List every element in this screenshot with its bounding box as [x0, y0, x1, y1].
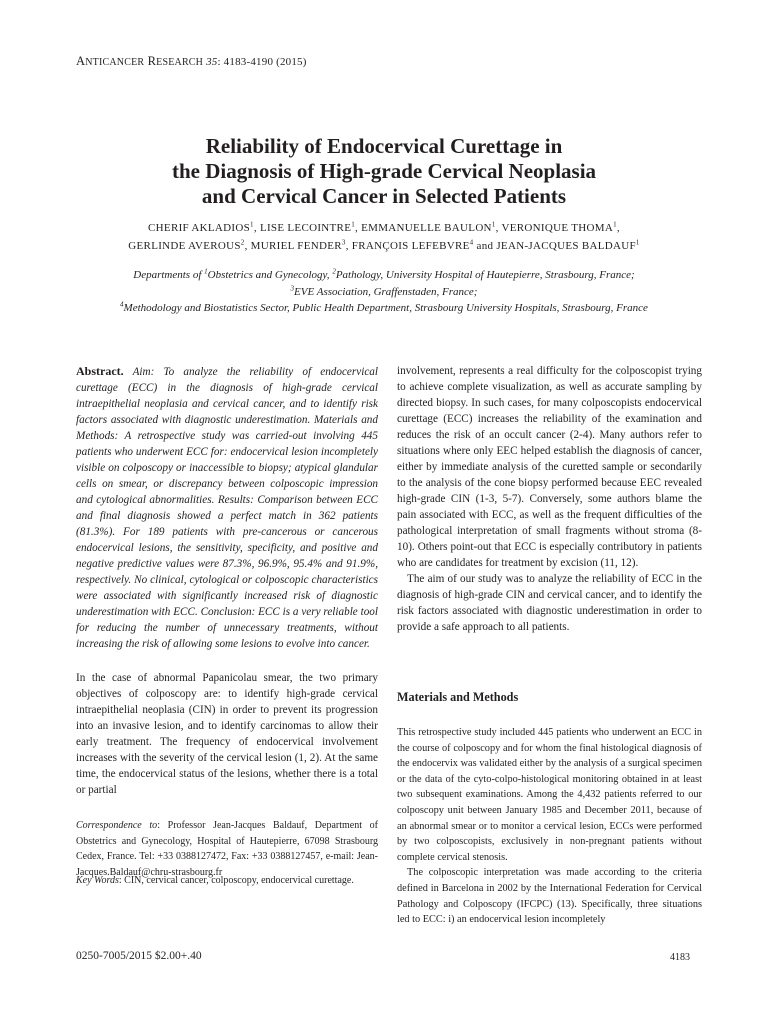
author-affil-mark: 1 — [351, 220, 356, 229]
author-name: CHERIF AKLADIOS — [148, 222, 251, 234]
abstract — [76, 363, 378, 652]
paragraph: involvement, represents a real difficulty for the colposcopist trying to achieve complete visualization, as well as accurate sampling by directed biopsy. In such cases, for many colposcopists endocervical curettage (ECC) increases the reliability of the examination and reduces the risk of an occult cancer (2-4). Many authors refer to situations where only EEC helped establish the diagnosis of cancer, either by immediate analysis of the curetted sample or secondarily to the analysis of the cone biopsy performed because EEC revealed high-grade CIN (1-3, 5-7). Conversely, some authors blame the pain associated with ECC, as well as the frequent difficulties of the pathological interpretation of small fragments without stroma (8-10). Others point-out that ECC is especially contributory in patients who are candidates for treatment by excision (11, 12). — [397, 365, 702, 569]
keywords-text: : CIN, cervical cancer, colposcopy, endocervical curettage. — [118, 875, 354, 886]
correspondence-label: Correspondence to — [76, 820, 158, 831]
title-line-3: and Cervical Cancer in Selected Patients — [201, 184, 567, 208]
paragraph: The aim of our study was to analyze the reliability of ECC in the diagnosis of high-grade CIN and cervical cancer, and to identify the risk factors associated with diagnostic underestimation in order to provide a safe approach to all patients. — [397, 573, 702, 633]
affil-text: Pathology, University Hospital of Hautepierre, Strasbourg, France; — [335, 269, 635, 281]
author-affil-mark: 4 — [469, 238, 474, 247]
methods-text — [397, 725, 702, 928]
correspondence-note — [76, 818, 378, 880]
title-line-1: Reliability of Endocervical Curettage in — [205, 134, 563, 158]
author-affil-mark: 1 — [491, 220, 496, 229]
affil-mark: 2 — [332, 267, 336, 276]
affil-text: Methodology and Biostatistics Sector, Public Health Department, Strasbourg University Hospitals, Strasbourg, France — [123, 302, 648, 314]
affil-mark: 1 — [204, 267, 208, 276]
author-affil-mark: 3 — [341, 238, 346, 247]
author-name: GERLINDE AVEROUS — [128, 240, 241, 252]
author-affil-mark: 2 — [240, 238, 245, 247]
author-name: , FRANÇOIS LEFEBVRE — [345, 240, 470, 252]
journal-name-initial: A — [76, 54, 86, 68]
keywords-label: Key Words — [76, 875, 119, 886]
article-title — [0, 134, 768, 209]
affiliations — [0, 267, 768, 317]
author-name: , EMMANUELLE BAULON — [355, 222, 492, 234]
journal-volume: 35 — [206, 56, 218, 68]
title-line-2: the Diagnosis of High-grade Cervical Neoplasia — [171, 159, 597, 183]
journal-name-initial2: R — [144, 54, 157, 68]
footer-code: 0250-7005/2015 $2.00+.40 — [76, 950, 202, 962]
abstract-text: Aim: To analyze the reliability of endocervical curettage (ECC) in the diagnosis of high-grade cervical intraepithelial neoplasia and cervical cancer, and to identify risk factors associated with diagnostic underestimation. Materials and Methods: A retrospective study was carried-out involving 445 patients who underwent ECC for: endocervical lesion incompletely visible on colposcopy or inaccessible to biopsy; atypical glandular cells on smear, or discrepancy between colposcopic impression and cytological abnormalities. Results: Comparison between ECC and final diagnosis showed a perfect match in 362 patients (81.3%). For 189 patients with pre-cancerous or cancerous endocervical lesions, the sensitivity, specificity, and positive and negative predictive values were 87.3%, 96.9%, 95.4% and 91.9%, respectively. No clinical, cytological or colposcopic characteristics were associated with significantly increased risk of diagnostic underestimation with ECC. Conclusion: ECC is a very reliable tool for reducing the number of unnecessary treatments, without increasing the risk of allowing some lesions to evolve into cancer. — [76, 366, 378, 650]
correspondence-text: : Professor Jean-Jacques Baldauf, Department of Obstetrics and Gynecology, Hospital of Hautepierre, 67098 Strasbourg Cedex, France. Tel: +33 0388127472, Fax: +33 0388127457, e-mail: Jean-Jacques.Baldauf@chru-strasbourg.fr — [76, 820, 378, 878]
author-name: , VERONIQUE THOMA — [495, 222, 614, 234]
author-list — [0, 219, 768, 255]
author-affil-mark: 1 — [613, 220, 617, 229]
paragraph: This retrospective study included 445 patients who underwent an ECC in the course of colposcopy and for whom the final histological diagnosis of the endocervix was validated either by the analysis of a surgical specimen or the data of the cyto-colpo-histological monitoring obtained in at least two subsequent examinations. Among the 4,432 patients referred to our colposcopy unit between January 1985 and December 2011, because of an abnormal smear or to monitor a cervical lesion, ECCs were performed by two colposcopists, exclusively in non-pregnant patients without complete cervical stenosis. — [397, 727, 702, 863]
author-affil-mark: 1 — [250, 220, 254, 229]
author-name: , LISE LECOINTRE — [253, 222, 352, 234]
author-name: , MURIEL FENDER — [244, 240, 342, 252]
paragraph: The colposcopic interpretation was made according to the criteria defined in Barcelona in 2002 by the International Federation for Cervical Pathology and Colposcopy (IFCPC) (13). Specifically, three situations led to ECC: i) an endocervical lesion incompletely — [397, 867, 702, 926]
keywords — [76, 873, 378, 888]
author-separator: , — [616, 222, 620, 234]
affil-mark: 4 — [120, 300, 124, 309]
affil-text: Departments of — [133, 269, 205, 281]
section-heading-methods: Materials and Methods — [397, 690, 519, 704]
affil-mark: 3 — [290, 283, 295, 292]
intro-text: In the case of abnormal Papanicolau smear, the two primary objectives of colposcopy are: to identify high-grade cervical intraepithelial neoplasia (CIN) in order to prevent its progression into an invasive lesion, and to identify carcinomas to allow their early treatment. The frequency of endocervical involvement increases with the severity of the cervical lesion (1, 2). At the same time, the endocervical status of the lesions, whether there is a total or partial — [76, 672, 378, 796]
page-number: 4183 — [670, 952, 690, 963]
journal-header — [76, 54, 307, 69]
author-name: and JEAN-JACQUES BALDAUF — [473, 240, 636, 252]
affil-text: Obstetrics and Gynecology, — [207, 269, 333, 281]
introduction-paragraph — [76, 670, 378, 798]
abstract-label: Abstract. — [76, 364, 124, 378]
journal-name-rest: NTICANCER — [85, 57, 145, 68]
right-column-intro — [397, 363, 702, 635]
affil-text: EVE Association, Graffenstaden, France; — [294, 285, 478, 298]
journal-name-rest2: ESEARCH — [156, 57, 204, 68]
journal-pages: : 4183-4190 (2015) — [217, 56, 307, 68]
author-affil-mark: 1 — [635, 238, 640, 247]
